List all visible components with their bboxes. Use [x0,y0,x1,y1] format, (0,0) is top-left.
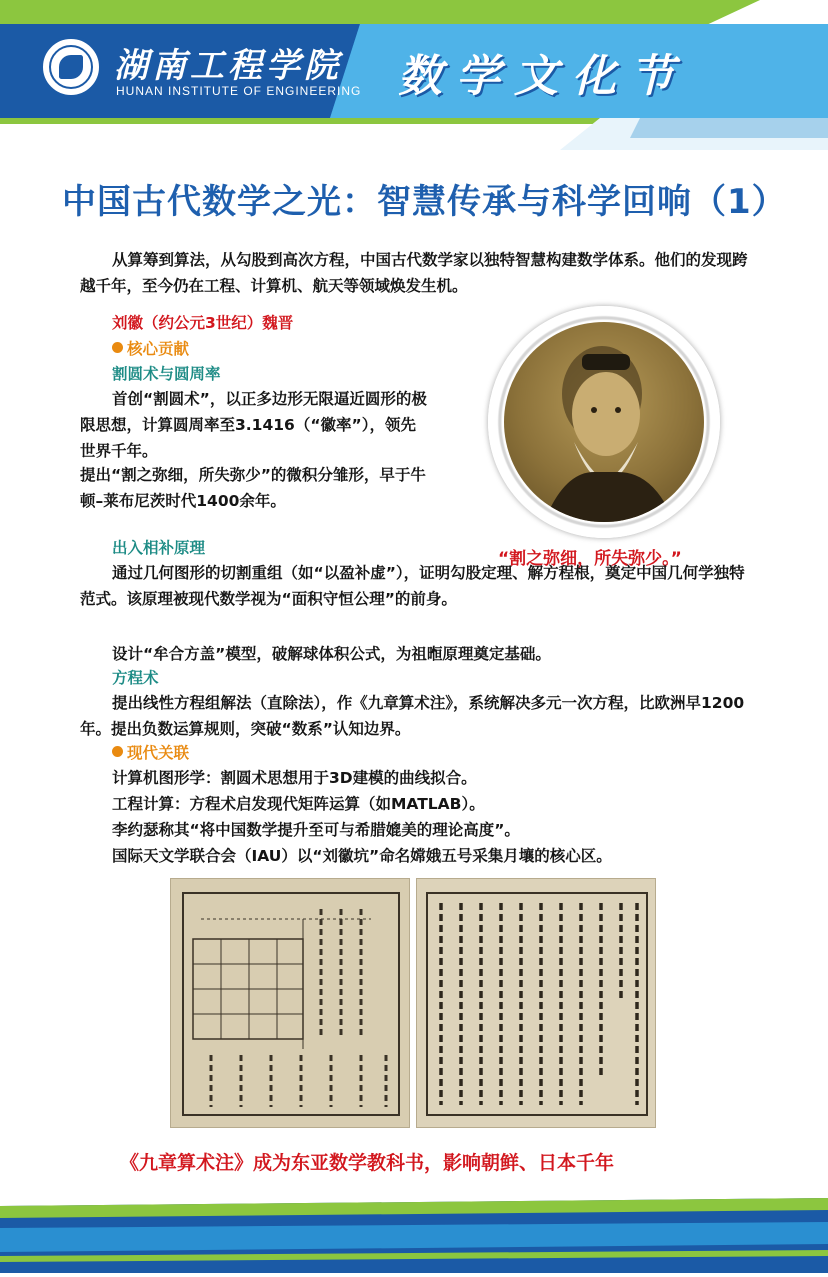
portrait-image [504,322,704,522]
page-title: 中国古代数学之光：智慧传承与科学回响（1） [62,182,787,222]
modern-item-2: 工程计算：方程术启发现代矩阵运算（如MATLAB）。 [112,795,485,813]
school-logo [40,36,102,98]
modern-item-3: 李约瑟称其“将中国数学提升至可与希腊媲美的理论高度”。 [112,821,520,839]
modern-item-1: 计算机图形学：割圆术思想用于3D建模的曲线拟合。 [112,769,477,787]
book-page-left-image [170,878,410,1128]
footer-banner [0,1198,828,1273]
bullet-icon [112,342,123,353]
churu-paragraph: 通过几何图形的切割重组（如“以盈补虚”），证明勾股定理、解方程根，奠定中国几何学独特范式。该原理被现代数学视为“面积守恒公理”的前身。 [80,564,745,608]
festival-title: 数学文化节 [398,51,688,102]
modern-item-4: 国际天文学联合会（IAU）以“刘徽坑”命名嫦娥五号采集月壤的核心区。 [112,847,612,865]
geyuan-paragraph: 首创“割圆术”，以正多边形无限逼近圆形的极限思想，计算圆周率至3.1416（“徽率”），领先世界千年。 [80,390,427,460]
school-name-en: HUNAN INSTITUTE OF ENGINEERING [116,84,362,98]
portrait-liu-hui [488,306,720,538]
book-page-right-image [416,878,656,1128]
school-name-cn: 湖南工程学院 [114,46,342,86]
modern-heading: 现代关联 [112,740,189,766]
header-banner [0,0,828,150]
liu-hui-quote: “割之弥细，所失弥少。” [498,549,682,569]
mouhe-paragraph: 设计“牟合方盖”模型，破解球体积公式，为祖暅原理奠定基础。 [112,645,551,663]
person-heading: 刘徽（约公元3世纪）魏晋 [112,314,294,332]
churu-heading: 出入相补原理 [112,539,206,557]
geyuan-heading: 割圆术与圆周率 [112,365,221,383]
fangcheng-paragraph: 提出线性方程组解法（直除法），作《九章算术注》，系统解决多元一次方程，比欧洲早1200年。提出负数运算规则，突破“数系”认知边界。 [80,694,745,738]
intro-paragraph: 从算筹到算法，从勾股到高次方程，中国古代数学家以独特智慧构建数学体系。他们的发现跨越千年，至今仍在工程、计算机、航天等领域焕发生机。 [80,251,748,295]
calculus-paragraph: 提出“割之弥细，所失弥少”的微积分雏形，早于牛顿–莱布尼茨时代1400余年。 [80,466,426,510]
bullet-icon [112,746,123,757]
fangcheng-heading: 方程术 [112,669,159,687]
core-contribution-heading: 核心贡献 [112,336,189,362]
book-caption: 《九章算术注》成为东亚数学教科书，影响朝鲜、日本千年 [120,1152,615,1174]
